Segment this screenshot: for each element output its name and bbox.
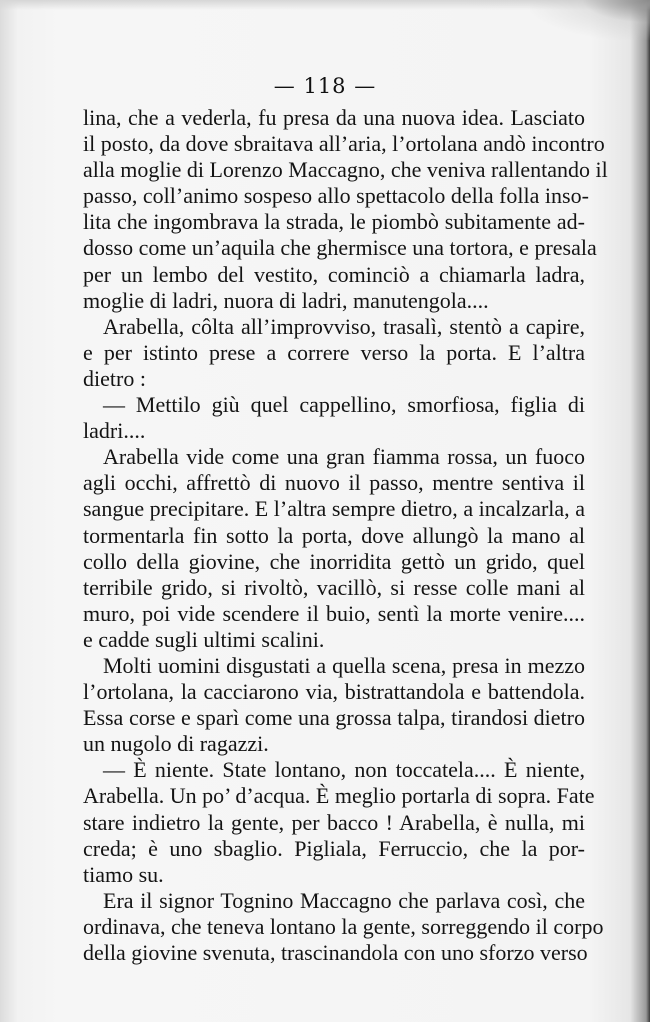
text-line: dosso come un’aquila che ghermisce una tortora, e presala [83,235,597,261]
text-line: tiamo su. [83,861,164,887]
text-line: — È niente. State lontano, non toccatela.... È niente, [103,757,585,783]
body-text [83,105,608,966]
text-line: l’ortolana, la cacciarono via, bistrattandola e battendola. [83,679,585,705]
text-line: passo, coll’animo sospeso allo spettacolo della folla inso- [83,183,589,209]
text-line: Essa corse e sparì come una grossa talpa, tirandosi dietro [83,705,585,731]
text-line: muro, poi vide scendere il buio, sentì la morte venire.... [83,600,585,626]
page-number: — 118 — [273,74,377,98]
text-line: ordinava, che teneva lontano la gente, sorreggendo il corpo [83,913,604,939]
text-line: Era il signor Tognino Maccagno che parlava così, che [103,887,585,913]
text-line: Arabella. Un po’ d’acqua. È meglio portarla di sopra. Fate [83,783,595,809]
text-line: moglie di ladri, nuora di ladri, manutengola.... [83,287,489,313]
text-line: il posto, da dove sbraitava all’aria, l’ortolana andò incontro [83,131,605,157]
text-line: un nugolo di ragazzi. [83,731,269,757]
text-line: Molti uomini disgustati a quella scena, presa in mezzo [103,652,585,678]
text-line: dietro : [83,365,146,391]
text-line: agli occhi, affrettò di nuovo il passo, mentre sentiva il [83,470,585,496]
text-line: stare indietro la gente, per bacco ! Arabella, è nulla, mi [83,809,585,835]
page-corner-shade [530,0,650,40]
text-line: ladri.... [83,418,146,444]
text-line: collo della giovine, che inorridita gettò un grido, quel [83,548,585,574]
text-line: lita che ingombrava la strada, le piombò subitamente ad- [83,209,585,235]
text-line: — Mettilo giù quel cappellino, smorfiosa, figlia di [103,392,585,418]
text-line: e per istinto prese a correre verso la porta. E l’altra [83,339,585,365]
text-line: lina, che a vederla, fu presa da una nuova idea. Lasciato [83,105,585,130]
text-line: e cadde sugli ultimi scalini. [83,626,325,652]
text-line: della giovine svenuta, trascinandola con uno sforzo verso [83,940,588,965]
text-line: Arabella, côlta all’improvviso, trasalì, stentò a capire, [103,313,585,339]
text-line: Arabella vide come una gran fiamma rossa, un fuoco [103,444,585,470]
text-line: tormentarla fin sotto la porta, dove allungò la mano al [83,522,585,548]
text-line: per un lembo del vestito, cominciò a chiamarla ladra, [83,261,585,287]
text-line: creda; è uno sbaglio. Pigliala, Ferruccio, che la por- [83,835,585,861]
text-line: sangue precipitare. E l’altra sempre dietro, a incalzarla, a [83,496,585,522]
text-line: terribile grido, si rivoltò, vacillò, si resse colle mani al [83,574,585,600]
text-line: alla moglie di Lorenzo Maccagno, che veniva rallentando il [83,157,608,183]
